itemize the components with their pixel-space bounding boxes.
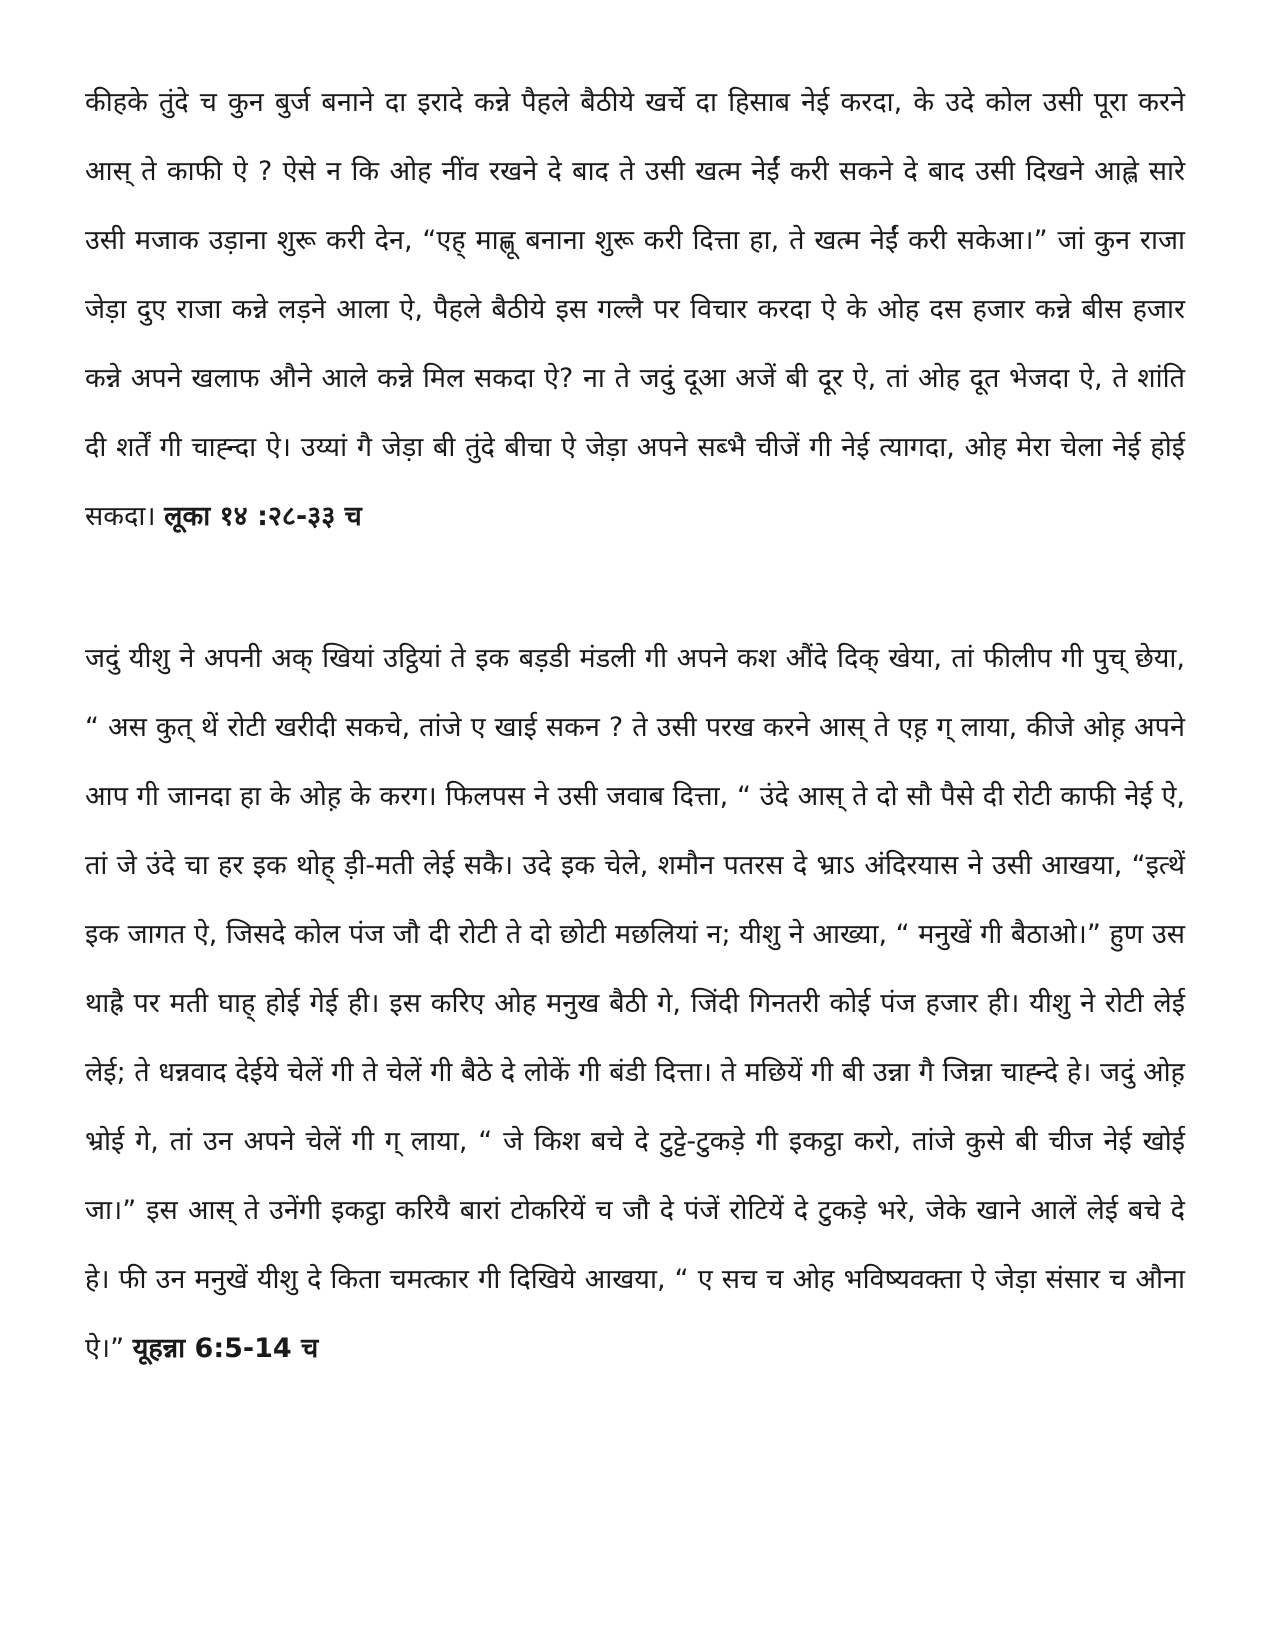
paragraph-text: कीहके तुंदे च कुन बुर्ज बनाने दा इरादे कन्ने पैहले बैठीये खर्चे दा हिसाब नेई करदा, के उदे कोल उसी पूरा करने आस् ते काफी ऐ ? ऐसे न कि ओह नींव रखने दे बाद ते उसी खत्म नेईं करी सकने दे बाद उसी दिखने आह्ले सारे उसी मजाक उड़ाना शुरू करी देन, “एह् माह्णू बनाना शुरू करी दित्ता हा, ते खत्म नेईं करी सकेआ।” जां कुन राजा जेड़ा दुए राजा कन्ने लड़ने आला ऐ, पैहले बैठीये इस गल्लै पर विचार करदा ऐ के ओह दस हजार कन्ने बीस हजार कन्ने अपने खलाफ औने आले कन्ने मिल सकदा ऐ? ना ते जदुं दूआ अजें बी दूर ऐ, तां ओह दूत भेजदा ऐ, ते शांति दी शर्तें गी चाह्न्दा ऐ। उय्यां गै जेड़ा बी तुंदे बीचा ऐ जेड़ा अपने सब्भै चीजें गी नेई त्यागदा, ओह मेरा चेला नेई होई सकदा। [85, 87, 1185, 532]
paragraph-john [85, 624, 1185, 1383]
paragraph-text: जदुं यीशु ने अपनी अक् खियां उट्ठियां ते इक बड़डी मंडली गी अपने कश औंदे दिक् खेया, तां फीलीप गी पुच् छेया, “ अस कुत् थें रोटी खरीदी सकचे, तांजे ए खाई सकन ? ते उसी परख करने आस् ते एह़ ग् लाया, कीजे ओह़ अपने आप गी जानदा हा के ओह़ के करग। फिलपस ने उसी जवाब दित्ता, “ उंदे आस् ते दो सौ पैसे दी रोटी काफी नेई ऐ, तां जे उंदे चा हर इक थोह् ड़ी-मती लेई सकै। उदे इक चेले, शमौन पतरस दे भ्राऽ अंदिरयास ने उसी आखया, “इत्थें इक जागत ऐ, जिसदे कोल पंज जौ दी रोटी ते दो छोटी मछलियां न; यीशु ने आख्या, “ मनुखें गी बैठाओ।” हुण उस थाह्रै पर मती घाह् होई गेई ही। इस करिए ओह मनुख बैठी गे, जिंदी गिनतरी कोई पंज हजार ही। यीशु ने रोटी लेई लेई; ते धन्नवाद देईये चेलें गी ते चेलें गी बैठे दे लोकें गी बंडी दित्ता। ते मछियें गी बी उन्ना गै जिन्ना चाह्न्दे हे। जदुं ओह़ भ्रोई गे, तां उन अपने चेलें गी ग् लाया, “ जे किश बचे दे टुट्टे-टुकड़े गी इकट्ठा करो, तांजे कुसे बी चीज नेई खोई जा।” इस आस् ते उनेंगी इकट्ठा करियै बारां टोकरियें च जौ दे पंजें रोटियें दे टुकड़े भरे, जेके खाने आलें लेई बचे दे हे। फी उन मनुखें यीशु दे किता चमत्कार गी दिखिये आखया, “ ए सच च ओह भविष्यवक्ता ऐ जेड़ा संसार च औना ऐ।” [85, 643, 1185, 1364]
paragraph-luke [85, 68, 1185, 551]
scripture-reference: लूका १४ :२८-३३ च [164, 501, 362, 532]
scripture-reference: यूहन्ना 6:5-14 च [132, 1333, 319, 1364]
document-page [85, 68, 1185, 1383]
